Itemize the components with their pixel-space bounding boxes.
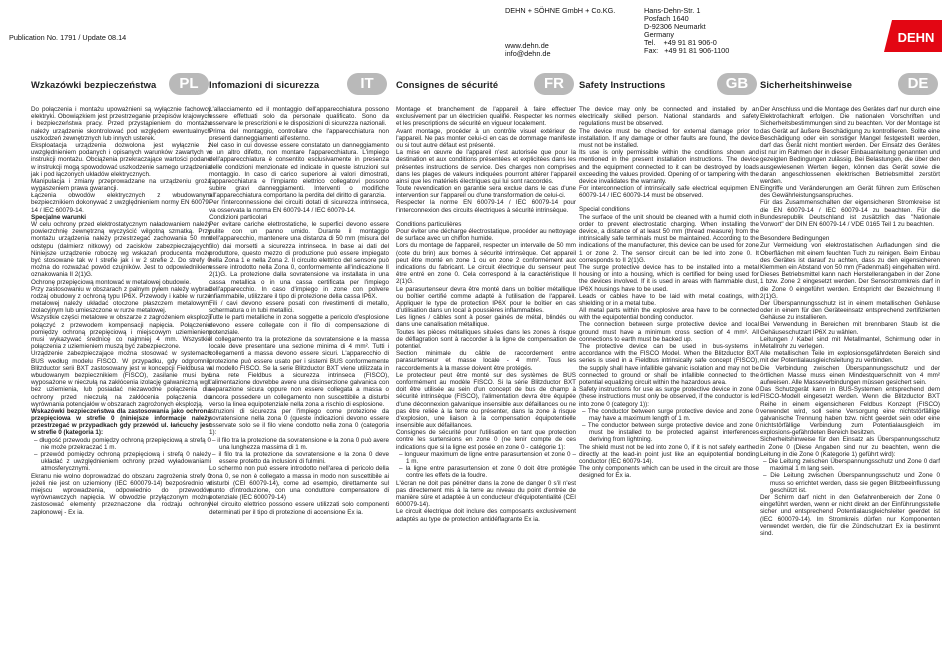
paragraph: Wszystkie części metalowe w obszarze z zagrożeniem eksplozji połączyć z przewodem kompensacji napięcia. Połączenie pomiędzy ochroną przepięciową i miejscowym uziemieniem musi wykazywać średnicę co najmniej 4 mm. Wszystkie połączenia z uziemieniem muszą być zabezpieczone. (31, 314, 211, 351)
paragraph: W celu ochrony przed elektrostatycznym naładowaniem należy powierzchnię zewnętrzną wyczyścić wilgotną szmatką. Przy montażu urządzenia należy przestrzegać zachowania 50 mm odstępu (dalmierz nitkowy) od zacisków zabezpieczających. Niniejsze urządzenie roboczę wg wskazań producenta może być stosowane tak w I strefie jak i w 2 strefie 2. Do strefy 0 można do rozważać powód czujników. Jest to odpowiednikiem oznakowania II 2(1)G. (31, 221, 211, 279)
column-header (31, 72, 211, 98)
language-badge: GB (717, 73, 757, 95)
paragraph: Pour éviter une décharge électrostatique, procéder au nettoyage de surface avec un chiffon humide. (396, 228, 576, 243)
section-title: Safety Instructions (579, 79, 666, 90)
paragraph: The shield must not be led into zone 0, if it is not safely earthed directly at the lead-in point just like an equipotential bonding conductor (IEC 60079-14). (579, 443, 759, 465)
list-item: – Die Leitung zwischen Überspannungsschutz und Zone 0 darf maximal 1 m lang sein. (763, 458, 940, 473)
language-badge: PL (169, 73, 209, 95)
company-name: DEHN + SÖHNE GmbH + Co.KG. (505, 6, 616, 15)
paragraph: Prima del montaggio, controllare che l'apparecchiatura non presenti danneggiamenti all'esterno. (209, 127, 389, 142)
paragraph: All metal parts within the explosive area have to be connected with the equipotential bonding conductor. (579, 307, 759, 322)
paragraph: The protective device can be used in bus-systems in accordance with the FISCO Model. When the Blitzductor BXT series is used in a Fieldbus intrinsically safe concept (FISCO), the supply shall have infallible galvanic isolation and may not be connected to ground or shall be infallible connected to the potential equalizing circuit within the hazardous area. (579, 343, 759, 386)
address-line: Tel. +49 91 81 906-0 (644, 38, 717, 48)
section-title: Wzkazówki bezpieczeństwa (31, 79, 157, 90)
list-item: – longueur maximum de ligne entre parasurtension et zone 0 – 1 m. (399, 450, 576, 465)
paragraph: Toute revendication en garantie sera exclue dans le cas d'une intervention sur l'appareil ou d'une transformation de celui-ci. (396, 185, 576, 200)
column-header (760, 72, 940, 98)
paragraph: Für das Zusammenschalten der eigensicheren Stromkreise ist die EN 60079-14 / IEC 60079-14 zu beachten. Für die Bundesrepublik Deutschland ist zusätzlich das "Nationale Vorwort" der DIN EN 60079-14 / VDE 0165 Teil 1 zu beachten. (760, 199, 940, 228)
column-body (760, 106, 940, 537)
publication-number: Publication No. 1791 / Update 08.14 (9, 33, 127, 42)
paragraph: Il collegamento tra la protezione da sovratensione e la massa locale deve presentare una sezione minima di 4 mm². Tutti i collegamenti a massa devono essere sicuri. L'apparecchio di protezione può essere usato per i sistemi BUS conformemente al modello FISCO. Se la serie Blitzductor BXT viene utilizzata in una rete Fieldbus a sicurezza intrinseca (FISCO), l'alimentazione dovrebbe avere una disinserzione galvanica con separazione sicura oppure non essere collegata a massa o ancora possedere un collegamento non suscettibile a disturbi verso la linea equipotenziale nella zona a rischio di esplosione. (209, 336, 389, 408)
web-line: info@dehn.de (505, 49, 551, 59)
paragraph: The surface of the unit should be cleaned with a humid cloth in order to prevent electrostatic charging. When installing the device, a distance of at least 50 mm (thread measure) from the intrinsically safe terminals must be maintained. According to the indications of the manufacturer, this device can be used for zone 1 or zone 2. The sensor circuit can be led into zone 0. It corresponds to II 2(1)G. (579, 213, 759, 264)
paragraph: Nel caso in cui dovesse essere constatato un danneggiamento o un altro difetto, non montare l'apparecchiatura. L'impiego dell'apparecchiatura è consentito esclusivamente in presenza delle condizioni menzionate ed indicate in queste istruzioni sul montaggio. In caso di carico superiore ai valori dimostrati, l'apparecchiatura e l'impianto elettrico collegatovi possono subire gravi danneggiamenti. Interventi o modifiche all'apparecchiatura comportano la perdita del diritto di garanzia. (209, 141, 389, 200)
paragraph: Lo schermo non può essere introdotto nell'area di pericolo della zona 0, se non è collegato a massa in modo non suscettibile ai disturbi (CEI 60079-14), come ad esempio, direttamente sul punto d'introduzione, con una conduttore compensatore di potenziale (IEC 600079-14) (209, 465, 389, 502)
column-fr (396, 72, 576, 523)
paragraph: Nel circuito elettrico possono essere utilizzati solo componenti determinati per il tipo di protezione di accensione Ex ia. (209, 501, 389, 516)
paragraph: Do połączenia i montażu upoważnieni są wyłącznie fachowcy elektryki. Obowiązkiem jest przestrzeganie przepisów krajowych i bezpieczeństwa pracy. Przed przystąpieniem do montażu należy urządzenie skontrolować pod względem ewentualnych uszkodzeń zewnętrznych lub innych usterek. (31, 106, 211, 142)
list-item: – The conductor between surge protective device and zone 0 must be installed to be protected against interferences deriving from lightning. (582, 422, 759, 444)
paragraph: Fili / cavi devono essere posati con rivestimenti di metallo, schermatura o in tubi metallici. (209, 300, 389, 315)
paragraph: Eingriffe und Veränderungen am Gerät führen zum Erlöschen des Gewährleistungsanspruches. (760, 185, 940, 200)
paragraph: Le protecteur peut être monté sur des systèmes de BUS conformément au modèle FISCO. Si la série Blitzductor BXT doit être utilisée au sein d'un concept de bus de champ à sécurité intrinsèque (FISCO), l'alimentation devra être équipée d'une déconnexion galvanique insensible aux défaillances ou ne pas être reliée à la terre ou présenter, dans la zone à risque d'explosion, une liaison à la compensation équipotentielle insensible aux défaillances. (396, 371, 576, 430)
paragraph: Tutte le parti metalliche in zona soggette a pericolo d'esplosione devono essere collegate con il filo di compensazione di potenziale. (209, 314, 389, 336)
column-body (579, 106, 759, 480)
paragraph: For interconnection of intrinsically safe electrical equipmen EN 60079-14 / IEC 60079-14 must be observed. (579, 185, 759, 200)
paragraph: La mise en œuvre de l'appareil n'est autorisée que pour la destination et aux conditions présentées et explicitées dans les présentes instructions de service. Des charges non comprises dans les plages de valeurs indiquées pourront altérer l'appareil ainsi que les matériels électriques qui lui sont raccordés. (396, 149, 576, 185)
list-item: – The conductor between surge protective device and zone 0 may have a maximum length of 1 m. (582, 407, 759, 422)
paragraph: Respecter la norme EN 60079-14 / IEC 60079-14 pour l'interconnexion des circuits électriques à sécurité intrinsèque. (396, 199, 576, 214)
paragraph: The device may only be connected and installed by an electrically skilled person. National standards and safety regulations must be observed. (579, 106, 759, 128)
language-badge: DE (898, 73, 938, 95)
language-badge: FR (534, 73, 574, 95)
paragraph: L'écran ne doit pas pénétrer dans la zone de danger 0 s'il n'est pas directement mis à la terre au niveau du point d'entrée de manière sûre et adaptée à un conducteur d'équipotentialité (CEI 600079-14). (396, 479, 576, 509)
paragraph: Section minimale du câble de raccordement entre parasurtenseur et masse locale - 4 mm². Tous les raccordements à la masse doivent être protégés. (396, 350, 576, 372)
list-item: – długość przewodu pomiędzy ochroną przepięciową a strefą 0 nie może przekraczać 1 m. (34, 436, 211, 451)
web-contact (505, 42, 551, 58)
logo-text: DEHN (897, 30, 935, 45)
list-item: – Die Leitung zwischen Überspannungsschutz und Zone 0 muss so errichtet werden, dass sie gegen Blitzbeeinflussung geschützt ist. (763, 472, 940, 494)
paragraph: Avant montage, procéder à un contrôle visuel extérieur de l'appareil. Ne pas monter celui-ci en cas de dommage manifeste ou si tout autre défaut est présenté. (396, 127, 576, 149)
company-address (644, 7, 729, 56)
paragraph: Special conditions (579, 206, 630, 214)
paragraph: Sicherheitshinweise für den Einsatz als Überspannungsschutz in Zone 0 (Diese Angaben sind nur zu beachten, wenn die Leitung in die Zone 0 (Kategorie 1) geführt wird): (760, 436, 940, 458)
paragraph: Istruzioni di sicurezza per l'impiego come protezione da sovratensione nella zona 0 (queste indicazioni devono essere osservate solo se il filo viene condotto nella zona 0 (categoria 1): (209, 407, 389, 437)
paragraph: Das Schutzgerät kann in BUS-Systemen entsprechend dem FISCO-Modell eingesetzt werden. Wenn die Blitzductor BXT Reihe in einem eigensicheren Feldbus Konzept (FISCO) verwendet wird, soll seine Versorgung eine nichtstörfällige galvanische Trennung haben bzw. nicht geerdet sein oder eine nichtstörfällige Verbindung zum Potentialausgleich im explosions-gefährdeten Bereich besitzen. (760, 386, 940, 437)
language-badge: IT (347, 73, 387, 95)
paragraph: Der Überspannungsschutz ist in einem metallischen Gehäuse oder in einem für den Geräteeinsatz entsprechend zertifizierten Gehäuse zu installieren. (760, 299, 940, 322)
paragraph: Besondere Bedingungen (760, 235, 830, 243)
paragraph: Leitungen / Kabel sind mit Metallmantel, Schirmung oder in Metallrohr zu verlegen. (760, 335, 940, 350)
column-pl (31, 72, 211, 516)
paragraph: Montage et branchement de l'appareil à faire effectuer exclusivement par un électricien qualifié. Respecter les normes et les prescriptions de sécurité en vigueur localement. (396, 106, 576, 128)
address-line: Hans-Dehn-Str. 1 (644, 6, 701, 15)
paragraph: Specjalne warunki (31, 213, 86, 221)
list-item: – przewód pomiędzy ochroną przepięciową i strefą 0 należy układać z uwzględnieniem ochrony przed wyładowaniami atmosferycznymi. (34, 451, 211, 473)
paragraph: Safety instructions for use as surge protective device in zone 0 (these instructions must only be observed, if the conductor is led into zone 0 (category 1)): (579, 386, 759, 408)
paragraph: Alle metallischen Teile im explosionsgefährdeten Bereich sind mit der Potentialausgleichsleitung zu verbinden. (760, 350, 940, 365)
paragraph: Conditions particulières (396, 220, 462, 228)
paragraph: Consignes de sécurité pour l'utilisation en tant que protection contre les surtensions en zone 0 (ne tenir compte de ces indications que si la ligne est posée en zone 0 - catégorie 1): (396, 429, 576, 451)
paragraph: Per l'interconnessione dei circuiti dotati di sicurezza intrinseca, va osservata la norma EN 60079-14 / IEC 60079-14. (209, 199, 389, 214)
paragraph: The connection between surge protective device and local ground must have a minimum cross section of 4 mm². All connections to earth must be backed up. (579, 321, 759, 343)
address-line: Germany (644, 30, 675, 40)
paragraph: Condizioni particolari (209, 213, 268, 221)
paragraph: Le parasurtenseur devra être monté dans un boîtier métallique ou boîtier certifié comme adapté à l'utilisation de l'appareil. Appliquer le type de protection IP6X pour le boîtier en cas d'utilisation dans un local à poussières inflammables. (396, 285, 576, 315)
paragraph: Ochronę przepięciową montować w metalowej obudowie. (31, 278, 191, 286)
paragraph: Les lignes / câbles sont à poser gainés de métal, blindés ou dans une canalisation métallique. (396, 314, 576, 329)
paragraph: The only components which can be used in the circuit are those designed for Ex ia. (579, 465, 759, 480)
section-title: Sicherheitshinweise (760, 79, 853, 90)
column-header (209, 72, 389, 98)
paragraph: Urządzenie zabezpieczające można stosować w systemach BUS według modelu FISCO. W przypadku, gdy odgromnik Blitzductor serii BXT zastosowany jest w koncepcji Fieldbusa w wbudowanym bezpiecznikiem (FISCO), zasilanie musi być wyposażone w nieczułą na zakłócenia izolację galwaniczną wgl. bez uziemienia, lub posiadać niezawodne połączenia dla ochrony przed nieczułą na zakłócenia połączenia do wyrównania potencjałów w obszarach zagrożonych eksplozją. (31, 350, 211, 408)
paragraph: Przy zastosowaniu w obszarach z palnym pyłem należy wybrać rodzaj obudowy z ochroną typu IP6X. Przewody i kable w rurze metalowej należy układać otoczone płaszczem metalowym, izolacyjnym lub umieszczone w rurze metalowej. (31, 285, 211, 315)
paragraph: Lors du montage de l'appareil, respecter un intervalle de 50 mm (cote du brin) aux bornes à sécurité intrinsèque. Cet appareil peut être monté en zone 1 ou en zone 2 conformément aux indications du fabricant. Le circuit électrique du senseur peut être entré en zone 0. Cela correspond à la caractéristique II 2(1)G. (396, 242, 576, 286)
paragraph: The surge protective device has to be installed into a metal housing or into a housing, which is certified for being used for the devices involved. If it is used in areas with flammable dust, IP6X housings have to be used. (579, 263, 759, 293)
column-body (209, 106, 389, 516)
paragraph: Zur Vermeidung von elektrostatischen Aufladungen sind die Oberflächen mit einem feuchten Tuch zu reinigen. Beim Einbau des Gerätes ist darauf zu achten, dass zu den eigensicheren Klemmen ein Abstand von 50 mm (Fadenmaß) eingehalten wird. Dieses Betriebsmittel kann nach Herstellerangaben in der Zone 1 bzw. Zone 2 eingesetzt werden. Der Sensorstromkreis darf in die Zone 0 eingeführt werden. Entspricht der Bezeichnung II 2(1)G. (760, 242, 940, 300)
paragraph: Manipulacja i zmiany przeprowadzane na urządzeniu grożą wygaszeniem prawa gwarancji. (31, 177, 211, 193)
column-de (760, 72, 940, 537)
dehn-logo (884, 16, 942, 52)
paragraph: Ekranu nie wolno doprowadzać do obszaru zagrożenia strefy 0 jeżeli nie jest on uziemiony (IEC 600079-14) bezpośrednio w miejscu wprowadzenia, odpowiednio do przewodów wyrównawczych napięcia. W obwodzie przyłączonym można zastosować elementy przeznaczone dla rodzaju ochrony zapłonowej - Ex ia. (31, 472, 211, 516)
paragraph: Bei Verwendung in Bereichen mit brennbaren Staub ist die Gehäuseschutzart IP6X zu wählen. (760, 321, 940, 336)
paragraph: Toutes les pièces métalliques situées dans les zones à risque de déflagration sont à raccorder à la ligne de compensation de potentiel. (396, 328, 576, 350)
paragraph: Per evitare cariche elettrostatiche, le superfici devono essere pulite con un panno umido. Durante il montaggio dell'apparecchio, mantenere una distanza di 50 mm (misura del filo) dai morsetti a sicurezza intrinseca. In base ai dati del produttore, questo mezzo di produzione può essere impiegato nella Zona 1 e nella Zona 2. Il circuito elettrico del sensore può essere introdotto nella Zona 0, conformemente all'indicazione II 2(1)G. La protezione dalla sovratensione va installata in una cassa metallica o in una cassa certificata per l'impiego dell'apparecchio. In caso d'impiego in zone con polvere infiammabile, utilizzare il tipo di protezione della cassa IP6X. (209, 221, 389, 300)
paragraph: Eksploatacja urządzenia dozwolona jest wyłącznie z uwzględnieniem podanych i opisanych warunków zawartych w instrukcji montażu. Obciążenia przekraczające wartości podane w instrukcji mogą spowodować uszkodzenie samego urządzenia jak i pod łączonych układów elektrycznych. (31, 141, 211, 178)
paragraph: The device must be checked for external damage prior to installation. If any damage or other faults are found, the device must not be installed. (579, 127, 759, 149)
paragraph: Der Anschluss und die Montage des Gerätes darf nur durch eine Elektrofachkraft erfolgen. Die nationalen Vorschriften und Sicherheitsbestimmungen sind zu beachten. Vor der Montage ist das Gerät auf äußere Beschädigung zu kontrollieren. Sollte eine Beschädigung oder ein sonstiger Mangel festgestellt werden, darf das Gerät nicht montiert werden. Der Einsatz des Gerätes ist nur im Rahmen der in dieser Einbauanleitung genannten und gezeigten Bedingungen zulässig. Bei Belastungen, die über den ausgewiesenen Werten liegen, können das Gerät sowie die daran angeschlossenen elektrischen Betriebsmittel zerstört werden. (760, 106, 940, 185)
paragraph: Wskazówki bezpieczeństwa dla zastosowania jako ochrona przepięciowa w strefie 0 (niniejsze informacje należy przestrzegać w przypadkach gdy przewód ul. łańcuchy jest w strefie 0 (kategoria 1): (31, 407, 211, 437)
list-item: – la ligne entre parasurtension et zone 0 doit être protégée contre les effets de la foudre. (399, 465, 576, 480)
paragraph: Its use is only permissible within the conditions shown and mentioned in the present installation instructions. The device and the equipment connected to it can be destroyed by loads exceeding the values provided. Opening of or tampering with the device invalidates the warranty. (579, 149, 759, 185)
paragraph: Der Schirm darf nicht in den Gefahrenbereich der Zone 0 eingeführt werden, wenn er nicht direkt an der Einführungsstelle sicher und entsprechend Potentialausgleichsleiter geerdet ist (IEC 600079-14). Im Stromkreis dürfen nur Komponenten verwendet werden, die für die Zündschutzart Ex ia bestimmt sind. (760, 493, 940, 537)
column-body (396, 106, 576, 523)
column-body (31, 106, 211, 516)
paragraph: Leads or cables have to be laid with metal coatings, with shielding or in a metal tube. (579, 292, 759, 307)
paragraph: Łączenia obwodów elektrycznych z wbudowanym bezpiecznikiem dokonywać z uwzględnieniem normy EN 60079-14 / IEC 60079-14. (31, 192, 211, 214)
section-title: Infomazioni di sicurezza (209, 79, 320, 90)
paragraph: Le circuit électrique doit inclure des composants exclusivement adaptés au type de protection antidéflagrante Ex ia. (396, 508, 576, 523)
address-line: Posfach 1640 (644, 14, 689, 24)
column-gb (579, 72, 759, 480)
paragraph: L'allacciamento ed il montaggio dell'apparecchiatura possono essere effettuati solo da personale qualificato. Sono da osservare le prescrizioni e le disposizioni di sicurezza nazionali. (209, 106, 389, 128)
list-item: – il filo tra la protezione da sovratensione e la zona 0 deve essere protetto da inclusioni di fulmini. (212, 451, 389, 466)
column-header (579, 72, 759, 98)
column-header (396, 72, 576, 98)
address-line: Fax: +49 91 81 906-1100 (644, 46, 730, 56)
paragraph: Die Verbindung zwischen Überspannungsschutz und der örtlichen Masse muss einen Mindestquerschnitt von 4 mm² aufweisen. Alle Masseverbindungen müssen gesichert sein. (760, 364, 940, 386)
column-it (209, 72, 389, 516)
web-line: www.dehn.de (505, 41, 549, 50)
address-line: D-92306 Neumarkt (644, 22, 706, 32)
section-title: Consignes de sécurité (396, 79, 499, 90)
list-item: – il filo tra la protezione da sovratensione e la zona 0 può avere una lunghezza massima di 1 m. (212, 436, 389, 451)
